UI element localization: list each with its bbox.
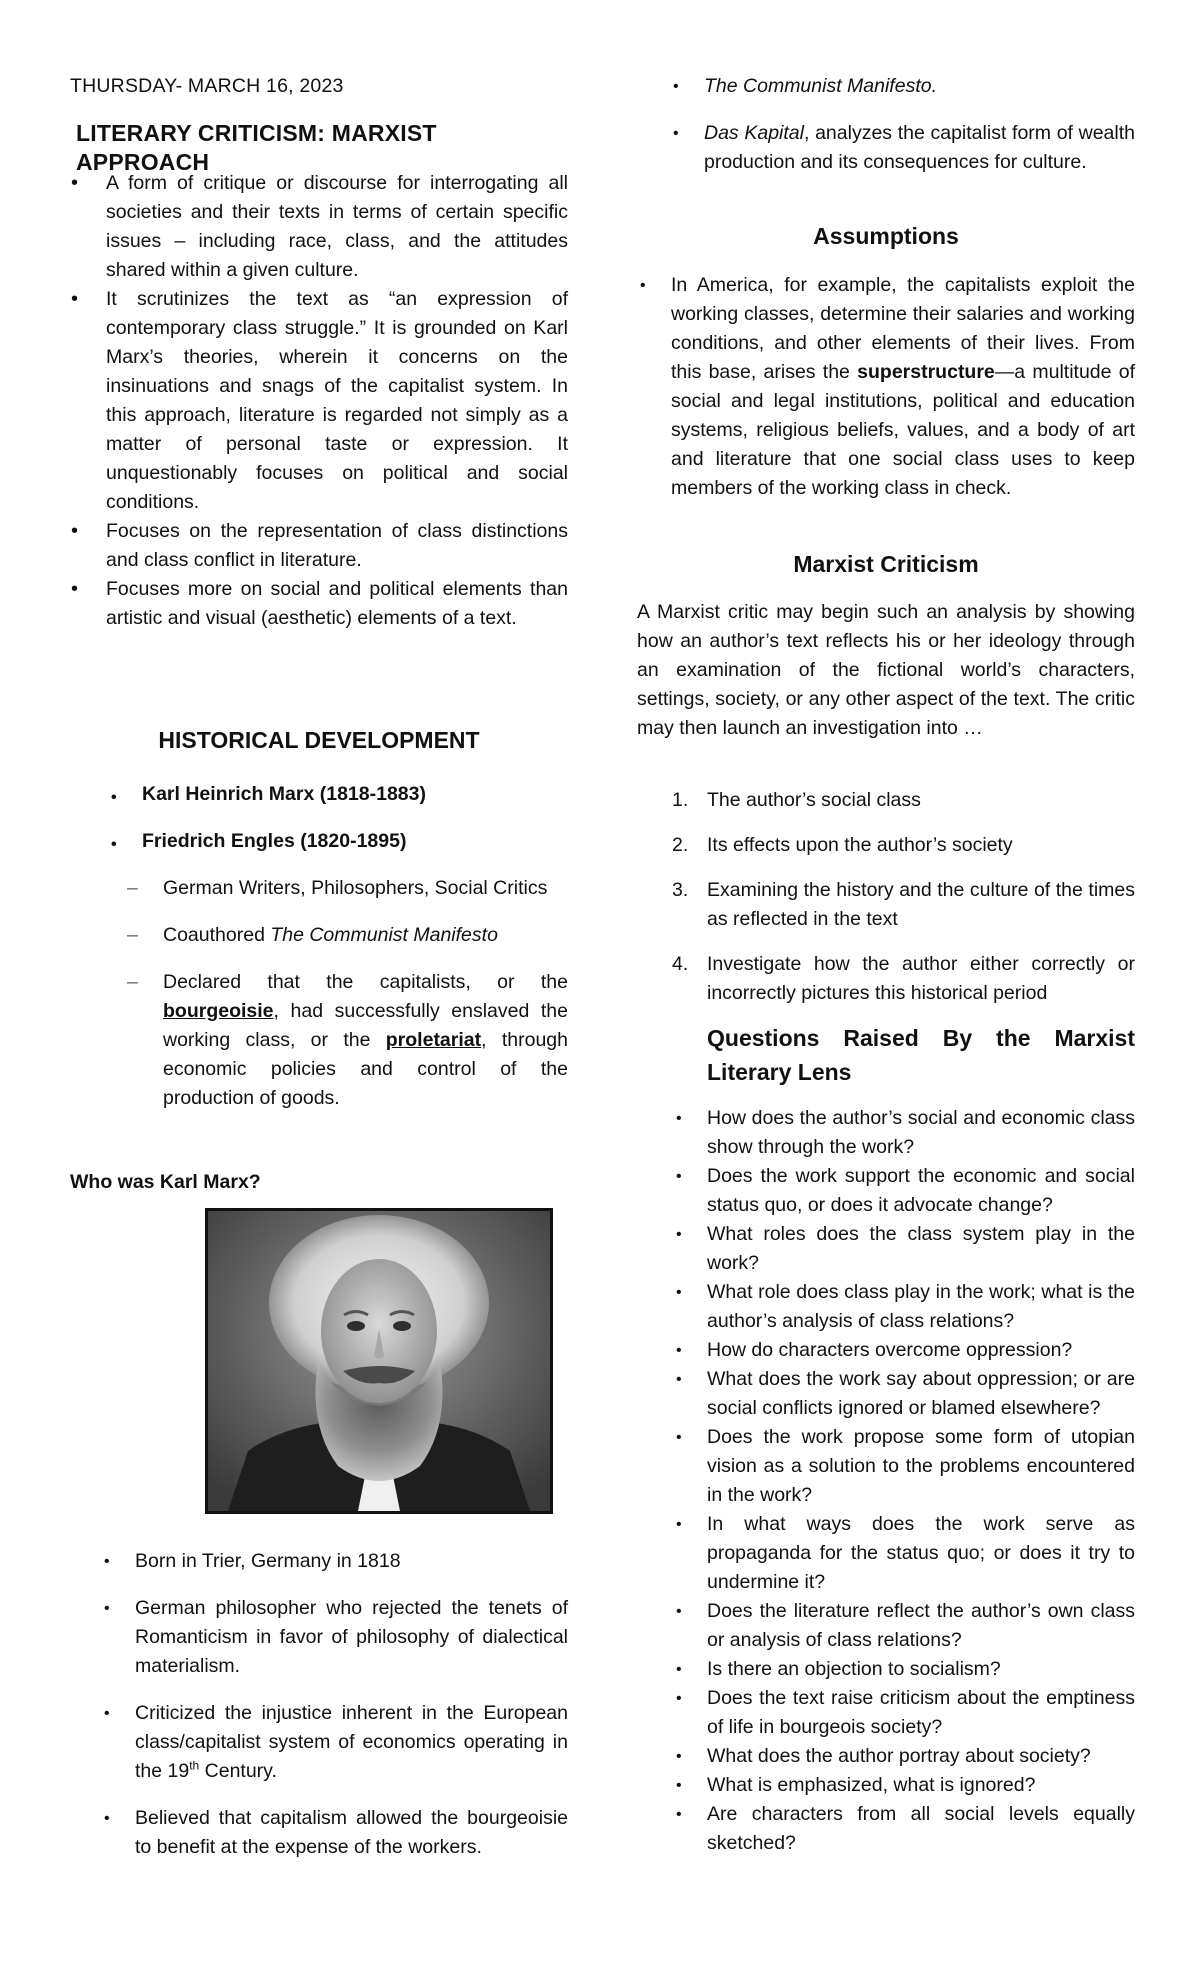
- list-item: • Criticized the injustice inherent in the European class/capitalist system of economics operating in the 19th Century.: [135, 1699, 568, 1786]
- list-item: • What does the work say about oppression; or are social conflicts ignored or blamed elsewhere?: [707, 1365, 1135, 1423]
- list-item: • What roles does the class system play in the work?: [707, 1220, 1135, 1278]
- historical-development-heading: HISTORICAL DEVELOPMENT: [158, 727, 480, 753]
- term-bourgeoisie: bourgeoisie: [163, 1000, 274, 1022]
- list-item: • Is there an objection to socialism?: [707, 1655, 1135, 1684]
- list-item: • Das Kapital, analyzes the capitalist form of wealth production and its consequences for culture.: [704, 119, 1135, 177]
- list-item: • It scrutinizes the text as “an expression of contemporary class struggle.” It is grounded on Karl Marx’s theories, wherein it concerns on the insinuations and snags of the capitalist system. In this approach, literature is regarded not simply as a matter of personal taste or expression. It unquestionably focuses on political and social conditions.: [106, 285, 568, 517]
- list-item: • In America, for example, the capitalists exploit the working classes, determine their salaries and working conditions, and other elements of their lives. From this base, arises the superstructure—a multitude of social and legal institutions, political and education systems, religious beliefs, values, and a body of art and literature that one social class uses to keep members of the working class in check.: [671, 271, 1135, 503]
- person-engels: [142, 827, 406, 856]
- assumptions-heading: Assumptions: [813, 223, 959, 249]
- term-superstructure: superstructure: [857, 361, 995, 383]
- list-item: • The Communist Manifesto.: [704, 72, 1135, 101]
- list-item: – German Writers, Philosophers, Social Critics: [163, 874, 568, 903]
- intro-bullet-list: [106, 169, 568, 633]
- list-item: • Does the work support the economic and social status quo, or does it advocate change?: [707, 1162, 1135, 1220]
- works-list: [704, 72, 1135, 177]
- person-name: Karl Heinrich Marx (1818-1883): [142, 783, 426, 805]
- list-item: 2. Its effects upon the author’s society: [672, 834, 1013, 856]
- marx-bullet-list: [135, 1547, 568, 1862]
- list-item: • What does the author portray about society?: [707, 1742, 1135, 1771]
- person-marx: [142, 780, 426, 809]
- marxist-criticism-heading: Marxist Criticism: [793, 551, 979, 577]
- list-item: 4. Investigate how the author either correctly or incorrectly pictures this historical period: [672, 953, 1135, 1004]
- criticism-paragraph: A Marxist critic may begin such an analysis by showing how an author’s text reflects his or her ideology through an examination of the fictional world’s characters, settings, society, or any other aspect of the text. The critic may then launch an investigation into …: [637, 601, 1135, 739]
- list-item: • A form of critique or discourse for interrogating all societies and their texts in terms of certain specific issues – including race, class, and the attitudes shared within a given culture.: [106, 169, 568, 285]
- assumptions-list: [671, 271, 1135, 503]
- questions-list: [707, 1104, 1135, 1858]
- list-item: • What is emphasized, what is ignored?: [707, 1771, 1135, 1800]
- list-item: • Does the text raise criticism about the emptiness of life in bourgeois society?: [707, 1684, 1135, 1742]
- person-name: Friedrich Engles (1820-1895): [142, 830, 407, 852]
- manifesto-title: The Communist Manifesto: [270, 924, 498, 946]
- date-line: THURSDAY- MARCH 16, 2023: [70, 75, 344, 97]
- list-item: • Focuses on the representation of class distinctions and class conflict in literature.: [106, 517, 568, 575]
- list-item: • What role does class play in the work; what is the author’s analysis of class relations?: [707, 1278, 1135, 1336]
- questions-heading: Questions Raised By the Marxist Literary Lens: [707, 1025, 1135, 1085]
- list-item: • German philosopher who rejected the tenets of Romanticism in favor of philosophy of dialectical materialism.: [135, 1594, 568, 1681]
- term-proletariat: proletariat: [385, 1029, 482, 1051]
- list-item: 1. The author’s social class: [672, 789, 921, 811]
- list-item: • Are characters from all social levels equally sketched?: [707, 1800, 1135, 1858]
- list-item: – Declared that the capitalists, or the bourgeoisie, had successfully enslaved the working class, or the proletariat, through economic policies and control of the production of goods.: [163, 968, 568, 1113]
- list-item: 3. Examining the history and the culture of the times as reflected in the text: [672, 879, 1135, 930]
- list-item: • In what ways does the work serve as propaganda for the status quo; or does it try to undermine it?: [707, 1510, 1135, 1597]
- list-item: • Focuses more on social and political elements than artistic and visual (aesthetic) elements of a text.: [106, 575, 568, 633]
- list-item: – Coauthored The Communist Manifesto: [163, 921, 568, 950]
- list-item: • Does the work propose some form of utopian vision as a solution to the problems encountered in the work?: [707, 1423, 1135, 1510]
- karl-marx-portrait: [205, 1208, 553, 1514]
- analysis-steps-list: [672, 786, 1135, 1008]
- portrait-image: [208, 1211, 550, 1511]
- list-item: • Born in Trier, Germany in 1818: [135, 1547, 568, 1576]
- engels-dash-list: [163, 874, 568, 1113]
- page-title: LITERARY CRITICISM: MARXIST APPROACH: [76, 120, 437, 175]
- list-item: • Believed that capitalism allowed the bourgeoisie to benefit at the expense of the workers.: [135, 1804, 568, 1862]
- who-was-marx-heading: Who was Karl Marx?: [70, 1171, 261, 1193]
- list-item: • Does the literature reflect the author’s own class or analysis of class relations?: [707, 1597, 1135, 1655]
- list-item: • How does the author’s social and economic class show through the work?: [707, 1104, 1135, 1162]
- list-item: • How do characters overcome oppression?: [707, 1336, 1135, 1365]
